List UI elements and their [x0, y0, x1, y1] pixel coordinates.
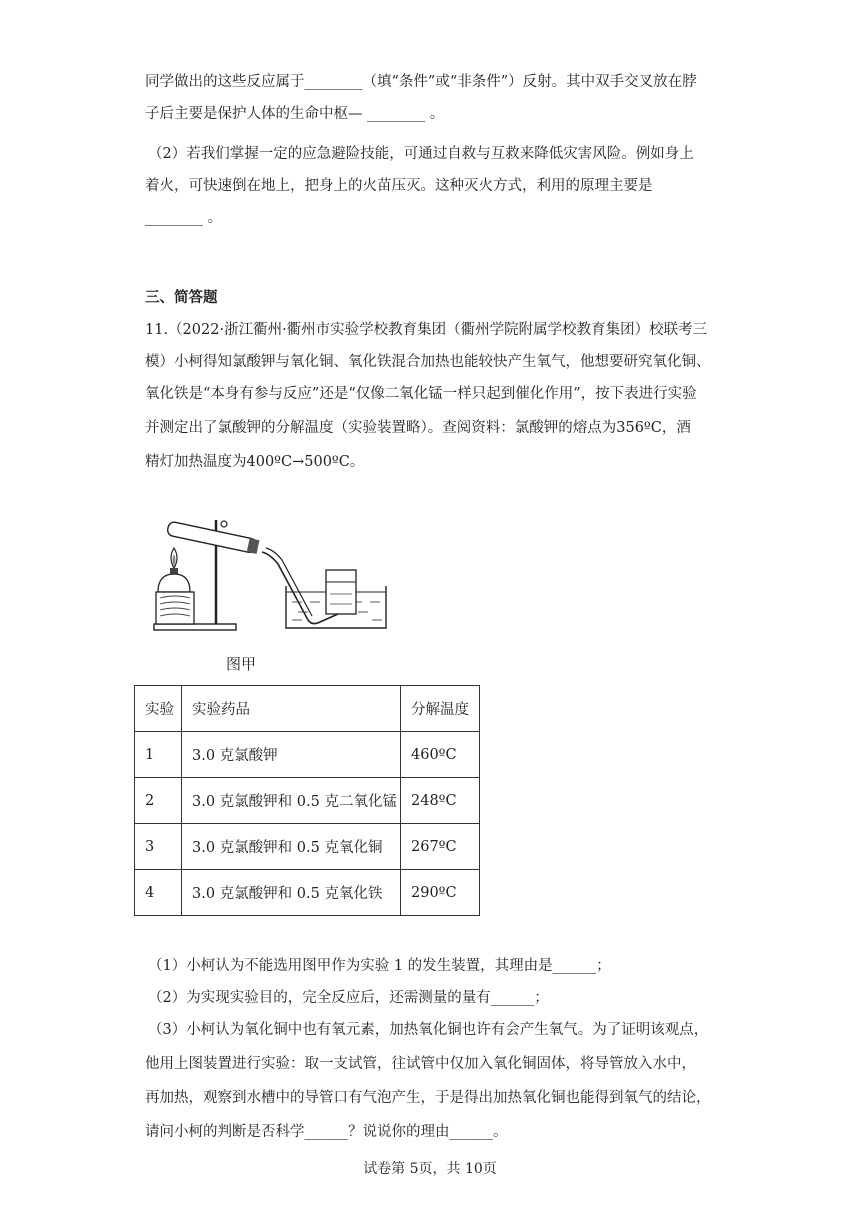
table-cell: 3.0 克氯酸钾: [182, 732, 401, 778]
table-cell: 290ºC: [401, 870, 480, 916]
figure-caption: 图甲: [226, 655, 257, 673]
stand-base: [154, 624, 236, 630]
table-cell: 460ºC: [401, 732, 480, 778]
question-line: 氧化铁是“本身有参与反应”还是“仅像二氧化锰一样只起到催化作用”，按下表进行实验: [145, 386, 697, 402]
table-cell: 3.0 克氯酸钾和 0.5 克氧化铁: [182, 870, 401, 916]
table-row: [135, 732, 480, 778]
test-tube: [167, 521, 260, 554]
table-header: 实验药品: [182, 686, 401, 732]
question-line: 并测定出了氯酸钾的分解温度（实验装置略）。查阅资料：氯酸钾的熔点为356ºC，酒: [145, 420, 691, 436]
question-line: 精灯加热温度为400ºC→500ºC。: [145, 454, 365, 470]
table-cell: 2: [135, 778, 182, 824]
section-title: 三、简答题: [145, 290, 218, 306]
sub-question: 他用上图装置进行实验：取一支试管，往试管中仅加入氧化铜固体，将导管放入水中，: [145, 1056, 696, 1072]
table-cell: 3.0 克氯酸钾和 0.5 克二氧化锰: [182, 778, 401, 824]
sub-question: 请问小柯的判断是否科学______？说说你的理由______。: [145, 1124, 508, 1140]
sub-question: （3）小柯认为氧化铜中也有氧元素，加热氧化铜也许有会产生氧气。为了证明该观点，: [148, 1022, 709, 1038]
table-cell: 248ºC: [401, 778, 480, 824]
table-cell: 267ºC: [401, 824, 480, 870]
sub-question: （1）小柯认为不能选用图甲作为实验 1 的发生装置，其理由是______；: [148, 958, 611, 974]
text-line: 子后主要是保护人体的生命中枢— ________ 。: [145, 106, 445, 122]
table-header: 分解温度: [401, 686, 480, 732]
table-row: [135, 778, 480, 824]
text-line: 同学做出的这些反应属于________（填“条件”或“非条件”）反射。其中双手交叉放在脖: [145, 74, 697, 90]
collecting-bottle: [326, 570, 356, 614]
table-row: [135, 824, 480, 870]
sub-question: 再加热，观察到水槽中的导管口有气泡产生，于是得出加热氧化铜也能得到氧气的结论，: [145, 1090, 711, 1106]
text-line: ________ 。: [145, 210, 223, 226]
question-line: 11.（2022·浙江衢州·衢州市实验学校教育集团（衢州学院附属学校教育集团）校联考三: [145, 322, 708, 338]
table-header-row: [135, 686, 480, 732]
table-cell: 4: [135, 870, 182, 916]
data-table: [134, 685, 480, 916]
text-line: 着火，可快速倒在地上，把身上的火苗压灭。这种灭火方式，利用的原理主要是: [145, 178, 653, 194]
alcohol-lamp: [158, 574, 190, 592]
page-footer: 试卷第 5页，共 10页: [363, 1161, 497, 1177]
question-line: 模）小柯得知氯酸钾与氧化铜、氧化铁混合加热也能较快产生氧气，他想要研究氧化铜、: [145, 354, 711, 370]
table-header: 实验: [135, 686, 182, 732]
sub-question: （2）为实现实验目的，完全反应后，还需测量的量有______；: [148, 990, 549, 1006]
table-cell: 3: [135, 824, 182, 870]
text-line: （2）若我们掌握一定的应急避险技能，可通过自救与互救来降低灾害风险。例如身上: [148, 146, 694, 162]
table-cell: 3.0 克氯酸钾和 0.5 克氧化铜: [182, 824, 401, 870]
table-cell: 1: [135, 732, 182, 778]
apparatus-figure: [152, 512, 388, 638]
table-row: [135, 870, 480, 916]
